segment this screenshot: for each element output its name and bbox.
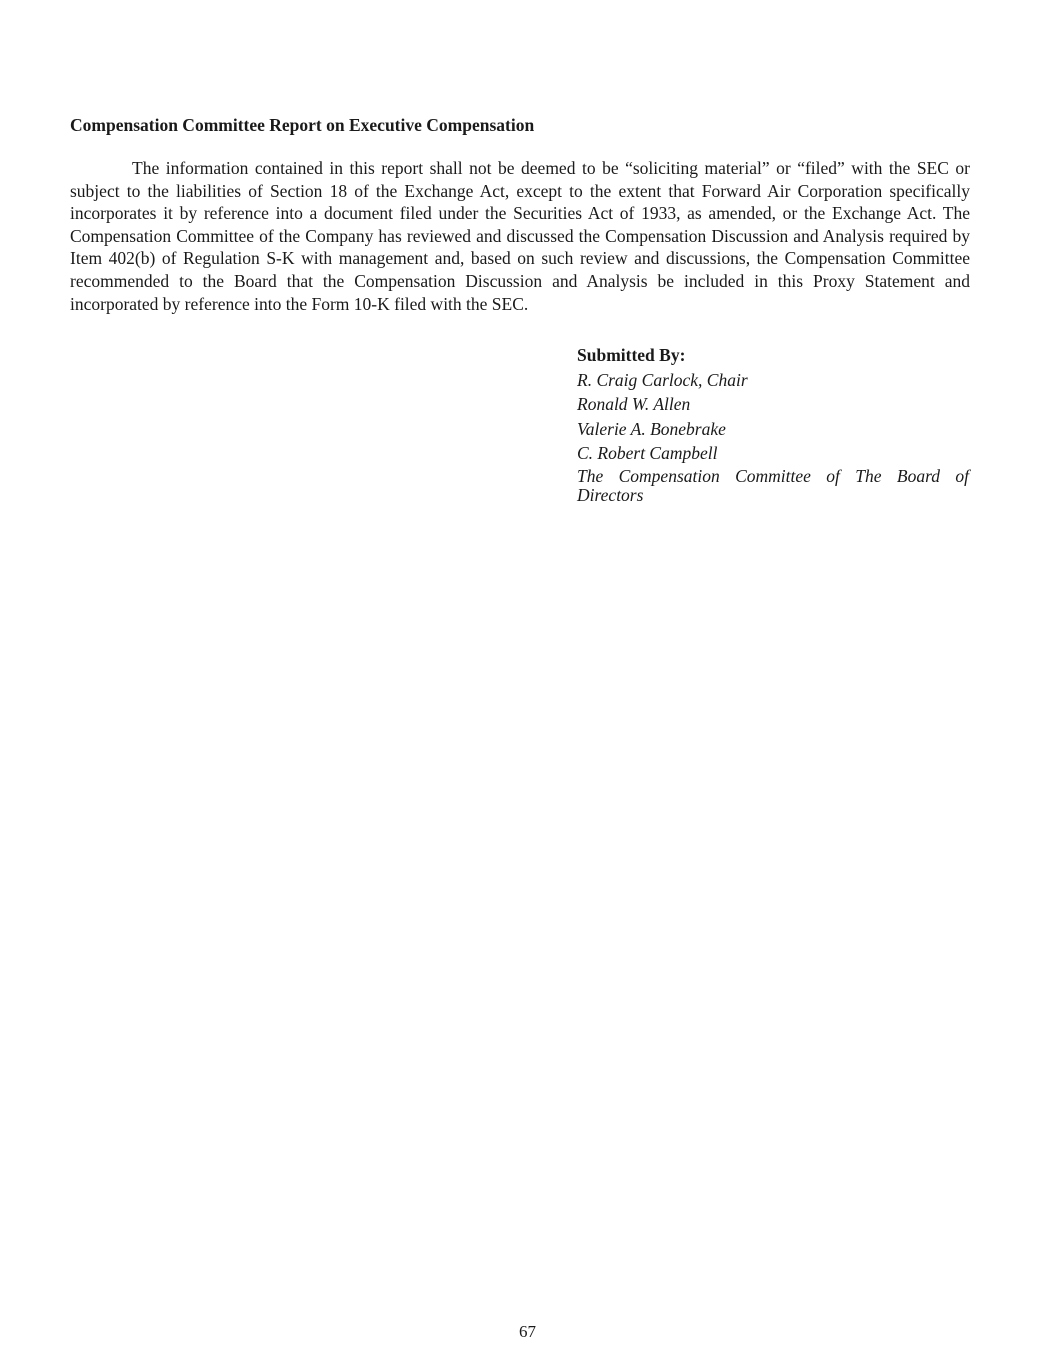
committee-member: Ronald W. Allen	[577, 394, 691, 414]
page-number: 67	[519, 1322, 536, 1341]
section-heading: Compensation Committee Report on Executive Compensation	[70, 115, 535, 135]
committee-member: Valerie A. Bonebrake	[577, 418, 726, 439]
submitted-by-label: Submitted By:	[577, 345, 686, 365]
committee-name: The Compensation Committee of The Board of Directors	[577, 465, 969, 505]
committee-member: C. Robert Campbell	[577, 443, 718, 463]
report-paragraph: The information contained in this report shall not be deemed to be “soliciting material” or “filed” with the SEC or subject to the liabilities of Section 18 of the Exchange Act, except to the extent that Forward Air Corporation specifically incorporates it by reference into a document filed under the Securities Act of 1933, as amended, or the Exchange Act. The Compensation Committee of the Company has reviewed and discussed the Compensation Discussion and Analysis required by Item 402(b) of Regulation S-K with management and, based on such review and discussions, the Compensation Committee recommended to the Board that the Compensation Discussion and Analysis be included in this Proxy Statement and incorporated by reference into the Form 10-K filed with the SEC.	[70, 158, 970, 314]
signature-block	[577, 344, 969, 505]
committee-member: R. Craig Carlock, Chair	[577, 369, 748, 390]
